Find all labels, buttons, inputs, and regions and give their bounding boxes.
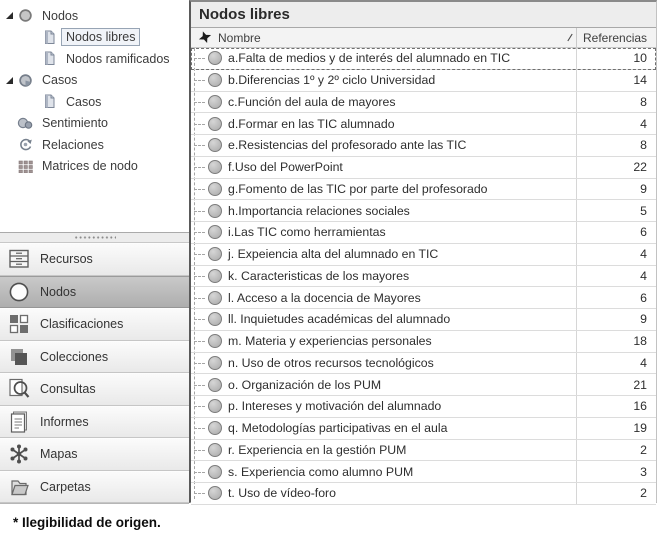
tree-item-label: Casos [42, 73, 78, 88]
column-header-nombre[interactable] [191, 28, 576, 47]
node-circle-icon [208, 182, 222, 196]
node-circle-icon [208, 465, 222, 479]
table-row[interactable] [191, 353, 656, 375]
node-circle-icon [208, 486, 222, 500]
sentiment-icon [16, 115, 34, 131]
cell-referencias: 6 [576, 222, 656, 243]
nav-item-label: Mapas [40, 447, 78, 462]
table-row[interactable] [191, 418, 656, 440]
cell-referencias: 6 [576, 287, 656, 308]
node-name: n. Uso de otros recursos tecnológicos [228, 355, 434, 370]
cell-nombre [191, 396, 576, 417]
tree-connector-line [194, 167, 205, 168]
cell-nombre [191, 374, 576, 395]
query-icon [6, 377, 32, 401]
nav-item-label: Carpetas [40, 479, 91, 494]
cell-nombre [191, 353, 576, 374]
cell-nombre [191, 200, 576, 221]
relations-icon [16, 137, 34, 153]
node-circle-icon [208, 204, 222, 218]
table-row[interactable] [191, 309, 656, 331]
table-row[interactable] [191, 70, 656, 92]
node-name: j. Expeiencia alta del alumnado en TIC [228, 247, 439, 262]
table-row[interactable] [191, 135, 656, 157]
tree-connector-line [194, 232, 205, 233]
cell-referencias: 9 [576, 179, 656, 200]
node-name: h.Importancia relaciones sociales [228, 203, 410, 218]
list-view-panel [189, 0, 657, 503]
tree-item-label: Nodos [42, 8, 79, 23]
sort-ascending-icon [567, 33, 573, 42]
tree-connector-line [194, 363, 205, 364]
table-row[interactable] [191, 266, 656, 288]
circle-icon [6, 280, 32, 304]
cell-nombre [191, 157, 576, 178]
node-circle-icon [208, 247, 222, 261]
table-row[interactable] [191, 200, 656, 222]
cell-referencias: 18 [576, 331, 656, 352]
table-row[interactable] [191, 483, 656, 505]
cell-referencias: 22 [576, 157, 656, 178]
node-circle-icon [208, 225, 222, 239]
node-circle-icon [208, 334, 222, 348]
cell-referencias: 9 [576, 309, 656, 330]
navigation-sidebar [0, 0, 189, 504]
nav-item-clasificaciones[interactable] [0, 308, 189, 341]
node-circle-icon [208, 138, 222, 152]
tree-item-label: Nodos ramificados [66, 51, 170, 66]
splitter-grip-icon [74, 236, 116, 239]
nav-item-label: Nodos [40, 284, 77, 299]
cell-referencias: 8 [576, 92, 656, 113]
tree-item-casos[interactable] [0, 91, 189, 113]
node-name: g.Fomento de las TIC por parte del profesorado [228, 181, 488, 196]
nav-item-label: Clasificaciones [40, 317, 124, 332]
cell-nombre [191, 287, 576, 308]
node-circle-icon [208, 117, 222, 131]
cell-referencias: 3 [576, 461, 656, 482]
cell-referencias: 4 [576, 113, 656, 134]
sidebar-splitter[interactable] [0, 232, 189, 243]
nav-item-carpetas[interactable] [0, 471, 189, 504]
table-row[interactable] [191, 113, 656, 135]
node-name: a.Falta de medios y de interés del alumnado en TIC [228, 51, 511, 66]
node-circle-icon [208, 291, 222, 305]
tree-connector-line [194, 80, 205, 81]
node-circle-icon [16, 8, 34, 24]
node-name: p. Intereses y motivación del alumnado [228, 399, 442, 414]
tree-item-relaciones[interactable] [0, 134, 189, 156]
column-header-referencias[interactable] [576, 28, 656, 47]
node-matrix-icon [16, 158, 34, 174]
folder-icon [6, 475, 32, 499]
table-row[interactable] [191, 244, 656, 266]
tree-connector-line [194, 211, 205, 212]
node-tree [0, 0, 189, 232]
node-name: d.Formar en las TIC alumnado [228, 116, 395, 131]
document-icon [40, 51, 58, 67]
tree-connector-line [194, 428, 205, 429]
panel-title-bar [191, 2, 656, 28]
node-name: c.Función del aula de mayores [228, 94, 396, 109]
cell-referencias: 5 [576, 200, 656, 221]
nav-item-colecciones[interactable] [0, 341, 189, 374]
tree-item-label: Sentimiento [42, 116, 109, 131]
node-circle-icon [208, 269, 222, 283]
cell-nombre [191, 244, 576, 265]
node-name: f.Uso del PowerPoint [228, 160, 343, 175]
cell-nombre [191, 331, 576, 352]
node-name: b.Diferencias 1º y 2º ciclo Universidad [228, 73, 436, 88]
report-icon [6, 410, 32, 434]
tree-connector-line [194, 319, 205, 320]
tree-connector-line [194, 276, 205, 277]
node-circle-icon [208, 421, 222, 435]
case-circle-icon [16, 72, 34, 88]
nav-item-label: Colecciones [40, 349, 109, 364]
table-row[interactable] [191, 374, 656, 396]
tree-connector-line [194, 450, 205, 451]
tree-item-matrices-de-nodo[interactable] [0, 156, 189, 178]
table-row[interactable] [191, 396, 656, 418]
node-list [191, 48, 656, 505]
cell-referencias: 10 [576, 48, 656, 69]
nav-item-mapas[interactable] [0, 438, 189, 471]
node-name: k. Caracteristicas de los mayores [228, 268, 410, 283]
column-header-nombre-label: Nombre [218, 30, 261, 45]
nav-item-recursos[interactable] [0, 243, 189, 276]
expand-arrow-icon[interactable] [3, 76, 16, 85]
tree-connector-line [194, 493, 205, 494]
cell-nombre [191, 266, 576, 287]
nav-item-informes[interactable] [0, 406, 189, 439]
tree-connector-line [194, 406, 205, 407]
cell-nombre [191, 70, 576, 91]
node-name: q. Metodologías participativas en el aula [228, 421, 448, 436]
table-row[interactable] [191, 440, 656, 462]
collections-icon [6, 345, 32, 369]
cell-nombre [191, 222, 576, 243]
node-name: r. Experiencia en la gestión PUM [228, 442, 407, 457]
cell-nombre [191, 135, 576, 156]
tree-connector-line [194, 102, 205, 103]
node-name: s. Experiencia como alumno PUM [228, 464, 414, 479]
node-name: i.Las TIC como herramientas [228, 225, 386, 240]
tree-connector-line [194, 145, 205, 146]
tree-item-nodos[interactable] [0, 5, 189, 27]
cell-referencias: 21 [576, 374, 656, 395]
node-circle-icon [208, 73, 222, 87]
table-row[interactable] [191, 287, 656, 309]
tree-item-nodos-ramificados[interactable] [0, 48, 189, 70]
table-row[interactable] [191, 157, 656, 179]
cell-nombre [191, 461, 576, 482]
expand-arrow-icon[interactable] [3, 11, 16, 20]
nav-item-consultas[interactable] [0, 373, 189, 406]
cell-referencias: 4 [576, 244, 656, 265]
tree-connector-line [194, 58, 205, 59]
tree-connector-line [194, 189, 205, 190]
node-circle-icon [208, 160, 222, 174]
node-circle-icon [208, 312, 222, 326]
document-icon [40, 29, 58, 45]
node-circle-icon [208, 399, 222, 413]
cell-referencias: 4 [576, 266, 656, 287]
table-row[interactable] [191, 331, 656, 353]
footnote: * Ilegibilidad de origen. [13, 515, 161, 530]
tree-connector-line [194, 472, 205, 473]
node-name: e.Resistencias del profesorado ante las TIC [228, 138, 467, 153]
cell-nombre [191, 483, 576, 504]
cell-referencias: 14 [576, 70, 656, 91]
table-row[interactable] [191, 461, 656, 483]
node-name: m. Materia y experiencias personales [228, 334, 432, 349]
tree-connector-line [194, 298, 205, 299]
cell-referencias: 19 [576, 418, 656, 439]
table-row[interactable] [191, 179, 656, 201]
view-navigation [0, 243, 189, 503]
cell-nombre [191, 92, 576, 113]
node-name: t. Uso de vídeo-foro [228, 486, 336, 501]
cell-nombre [191, 440, 576, 461]
tree-item-sentimiento[interactable] [0, 113, 189, 135]
cell-referencias: 2 [576, 483, 656, 504]
table-row[interactable] [191, 92, 656, 114]
cell-nombre [191, 418, 576, 439]
cabinet-icon [6, 247, 32, 271]
cell-referencias: 2 [576, 440, 656, 461]
table-header [191, 28, 656, 48]
table-row[interactable] [191, 48, 656, 70]
cell-referencias: 8 [576, 135, 656, 156]
node-circle-icon [208, 378, 222, 392]
node-name: ll. Inquietudes académicas del alumnado [228, 312, 451, 327]
click-star-icon [198, 31, 212, 44]
cell-nombre [191, 179, 576, 200]
nav-item-label: Consultas [40, 382, 96, 397]
node-circle-icon [208, 443, 222, 457]
tree-connector-line [194, 341, 205, 342]
cell-nombre [191, 113, 576, 134]
node-circle-icon [208, 95, 222, 109]
nav-item-nodos[interactable] [0, 276, 189, 309]
classifications-icon [6, 312, 32, 336]
tree-item-label: Matrices de nodo [42, 159, 138, 174]
document-icon [40, 94, 58, 110]
cell-nombre [191, 48, 576, 69]
panel-title: Nodos libres [199, 6, 290, 23]
node-circle-icon [208, 51, 222, 65]
tree-connector-line [194, 124, 205, 125]
nav-item-label: Informes [40, 414, 89, 429]
tree-item-nodos-libres[interactable] [0, 27, 189, 49]
tree-connector-line [194, 254, 205, 255]
node-circle-icon [208, 356, 222, 370]
map-icon [6, 442, 32, 466]
node-name: o. Organización de los PUM [228, 377, 382, 392]
cell-nombre [191, 309, 576, 330]
cell-referencias: 16 [576, 396, 656, 417]
table-row[interactable] [191, 222, 656, 244]
tree-item-label: Nodos libres [66, 30, 136, 45]
column-header-referencias-label: Referencias [583, 30, 648, 45]
tree-item-casos[interactable] [0, 70, 189, 92]
cell-referencias: 4 [576, 353, 656, 374]
tree-connector-line [194, 385, 205, 386]
nav-item-label: Recursos [40, 252, 93, 267]
tree-item-label: Casos [66, 94, 102, 109]
node-name: l. Acceso a la docencia de Mayores [228, 290, 421, 305]
tree-item-label: Relaciones [42, 137, 104, 152]
